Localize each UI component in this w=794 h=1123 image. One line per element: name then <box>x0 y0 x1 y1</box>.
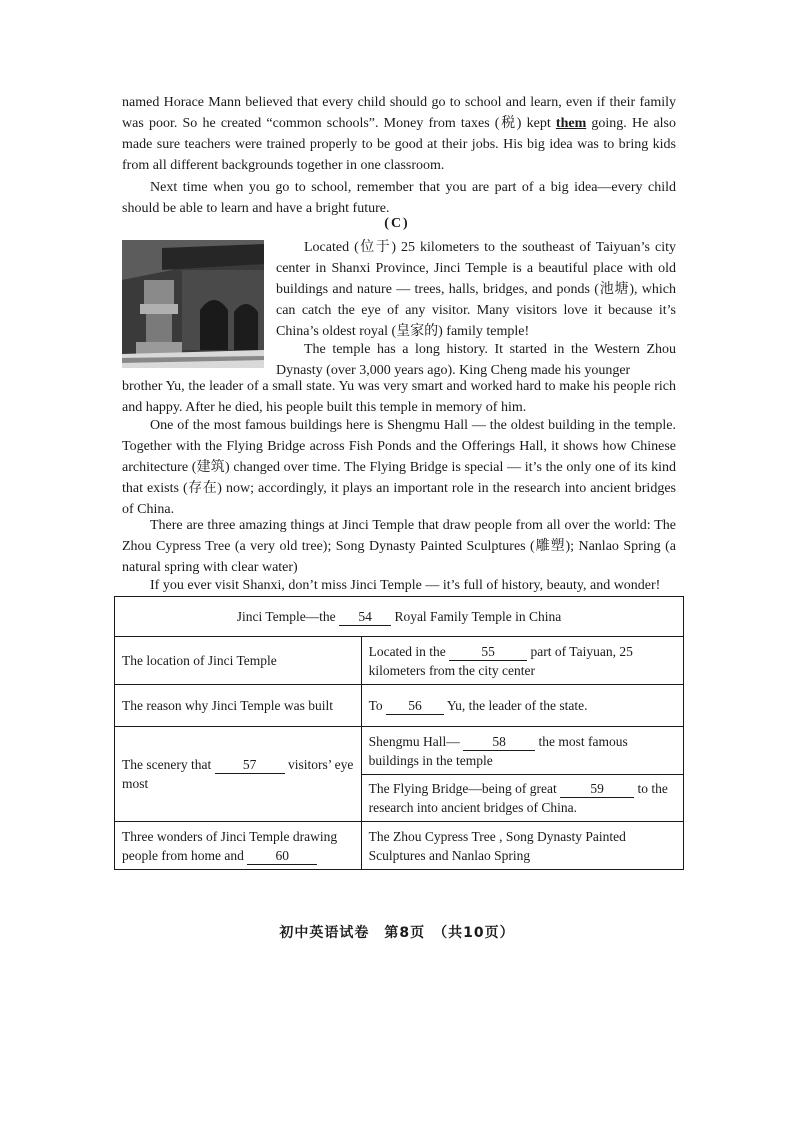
intro-paragraph-1 <box>122 92 676 176</box>
shengmu-answer-cell <box>361 727 683 775</box>
wonders-text-pre: Three wonders of Jinci Temple drawing people from home and <box>122 828 338 863</box>
blank-59[interactable]: 59 <box>560 781 634 798</box>
table-row <box>115 637 684 685</box>
page-footer: 初中英语试卷 第8页 （共10页） <box>279 925 515 941</box>
header-text-pre: Jinci Temple—the <box>236 609 336 624</box>
reason-text-pre: To <box>368 698 383 713</box>
blank-54[interactable]: 54 <box>339 609 391 626</box>
location-label-cell: The location of Jinci Temple <box>115 637 362 685</box>
bridge-answer-cell <box>361 775 683 822</box>
blank-58[interactable]: 58 <box>463 734 535 751</box>
passage-paragraph-2b: brother Yu, the leader of a small state. Yu was very smart and worked hard to make his people rich and happy. After he died, his people built this temple in memory of him. <box>122 379 676 415</box>
passage-paragraph-2a: The temple has a long history. It started in the Western Zhou Dynasty (over 3,000 years ago). King Cheng made his younger <box>276 342 676 378</box>
shengmu-text-post: the most famous buildings in the temple <box>368 733 628 768</box>
section-title: (C) <box>384 216 410 231</box>
reason-label-cell: The reason why Jinci Temple was built <box>115 685 362 727</box>
summary-table <box>114 596 684 870</box>
reason-answer-cell <box>361 685 683 727</box>
temple-photo-illustration <box>122 240 264 368</box>
blank-56[interactable]: 56 <box>386 698 444 715</box>
location-answer-cell <box>361 637 683 685</box>
wonders-answer-cell: The Zhou Cypress Tree , Song Dynasty Painted Sculptures and Nanlao Spring <box>361 822 683 870</box>
passage-paragraph-1: Located (位于) 25 kilometers to the southeast of Taiyuan’s city center in Shanxi Province, Jinci Temple is a beautiful place with old buildings and nature — trees, halls, bridges, and ponds (池塘), which can catch the eye of any visitor. Many visitors love it because it’s China’s oldest royal (皇家的) family temple! <box>276 240 676 339</box>
table-row <box>115 685 684 727</box>
header-text-post: Royal Family Temple in China <box>394 609 562 624</box>
shengmu-text-pre: Shengmu Hall— <box>368 733 460 749</box>
wonders-label-cell <box>115 822 362 870</box>
passage-paragraph-5: If you ever visit Shanxi, don’t miss Jinci Temple — it’s full of history, beauty, and wonder! <box>150 578 661 593</box>
bridge-text-pre: The Flying Bridge—being of great <box>368 781 557 796</box>
underlined-word-them: them <box>555 116 587 131</box>
intro-text-end: going. He also made sure teachers were trained properly to be good at their jobs. His big idea was to bring kids from all different backgrounds together in one classroom. <box>122 116 677 173</box>
location-text-post: part of Taiyuan, 25 kilometers from the city center <box>368 643 633 678</box>
location-text-pre: Located in the <box>368 643 446 659</box>
table-header-row <box>115 597 684 637</box>
blank-57[interactable]: 57 <box>215 757 285 774</box>
table-header-cell <box>115 597 684 637</box>
bridge-text-post: to the research into ancient bridges of China. <box>368 781 668 815</box>
jinci-temple-photo <box>122 240 264 368</box>
scenery-label-cell <box>115 727 362 822</box>
scenery-text-pre: The scenery that <box>122 757 212 772</box>
blank-60[interactable]: 60 <box>247 848 317 865</box>
table-row <box>115 822 684 870</box>
intro-paragraph-2: Next time when you go to school, remember that you are part of a big idea—every child should be able to learn and have a bright future. <box>122 180 676 216</box>
scenery-text-post: visitors’ eye most <box>122 757 354 791</box>
intro-text: named Horace Mann believed that every child should go to school and learn, even if their family was poor. So he created “common schools”. Money from taxes (税) kept <box>122 95 676 131</box>
passage-paragraph-4: There are three amazing things at Jinci Temple that draw people from all over the world: The Zhou Cypress Tree (a very old tree); Song Dynasty Painted Sculptures (雕塑); Nanlao Spring (a natural spring with clear water) <box>122 518 676 575</box>
reason-text-post: Yu, the leader of the state. <box>446 698 588 713</box>
table-row <box>115 727 684 775</box>
passage-paragraph-3: One of the most famous buildings here is Shengmu Hall — the oldest building in the temple. Together with the Flying Bridge across Fish Ponds and the Offerings Hall, it shows how Chinese architecture (建筑) changed over time. The Flying Bridge is special — it’s the only one of its kind that exists (存在) now; accordingly, it plays an important role in the research into ancient bridges of China. <box>122 418 676 517</box>
blank-55[interactable]: 55 <box>449 644 527 661</box>
